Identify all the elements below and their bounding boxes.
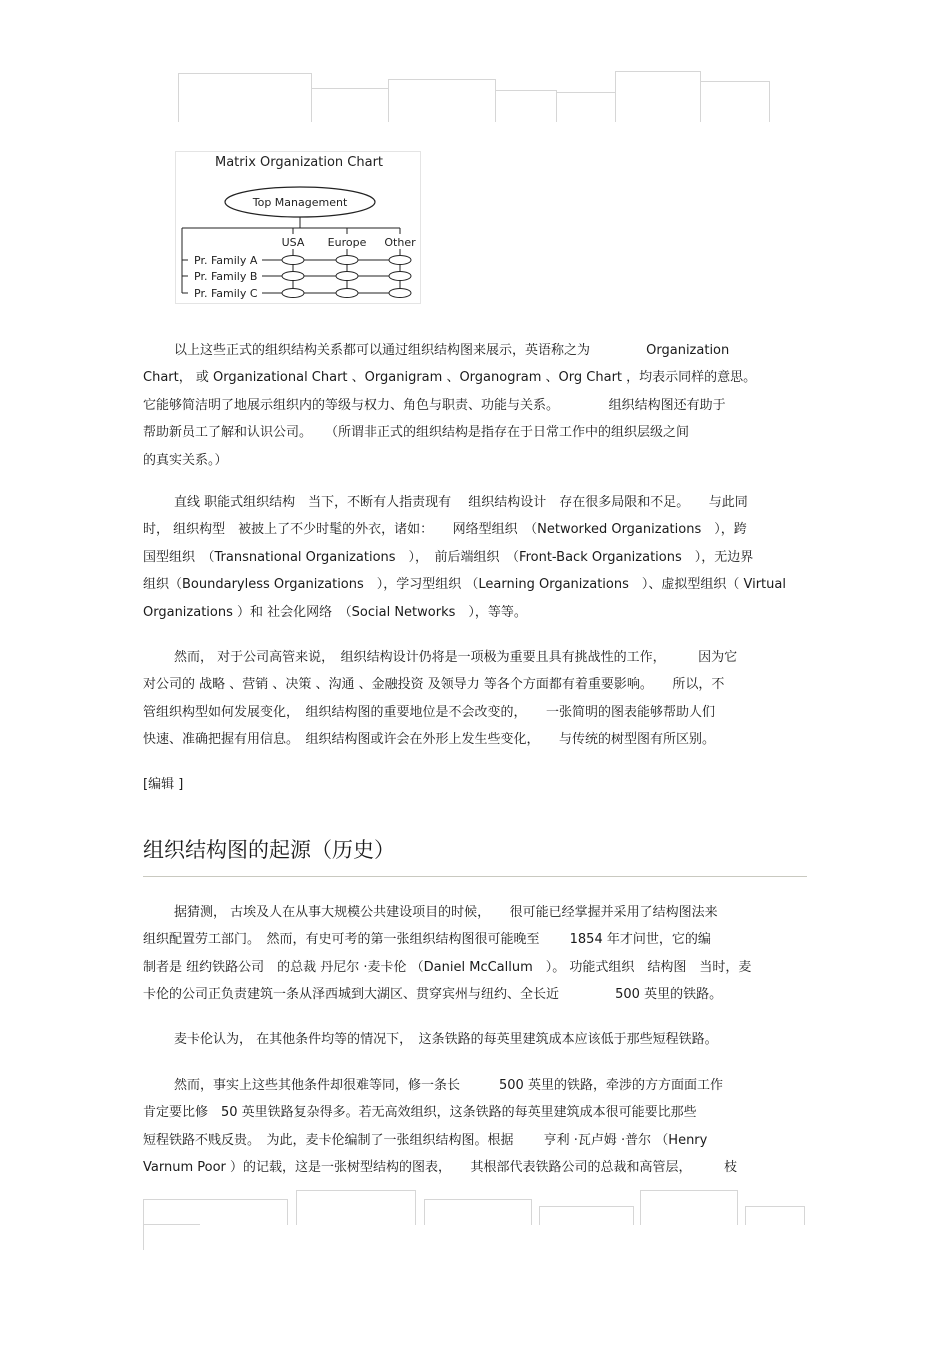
paragraph-line: 帮助新员工了解和认识公司。 （所谓非正式的组织结构是指存在于日常工作中的组织层级之间 xyxy=(143,425,690,441)
paragraph-line: 然而， 对于公司高管来说， 组织结构设计仍将是一项极为重要且具有挑战性的工作， 因为它 xyxy=(174,650,738,665)
paragraph-line: 组织（Boundaryless Organizations ），学习型组织 （Learning Organizations ）、虚拟型组织（ Virtual xyxy=(143,577,786,593)
matrix-node xyxy=(389,272,411,281)
row-label-family-c: Pr. Family C xyxy=(194,287,258,300)
decorative-frame-top-6 xyxy=(615,71,701,122)
row-label-family-b: Pr. Family B xyxy=(194,270,258,283)
railroad-paragraph xyxy=(143,1072,805,1182)
decorative-frame-top-2 xyxy=(311,88,389,122)
column-label-europe: Europe xyxy=(327,236,367,249)
decorative-frame-bottom-2 xyxy=(143,1224,200,1250)
section-divider xyxy=(143,876,807,877)
paragraph-line: 时， 组织构型 被披上了不少时髦的外衣，诸如： 网络型组织 （Networked Organizations ），跨 xyxy=(143,522,747,538)
matrix-node xyxy=(336,272,358,281)
matrix-node xyxy=(389,289,411,298)
paragraph-line: 然而，事实上这些其他条件却很难等同，修一条长 500 英里的铁路，牵涉的方方面面工作 xyxy=(174,1078,723,1093)
matrix-node xyxy=(336,256,358,265)
paragraph-line: 麦卡伦认为， 在其他条件均等的情况下， 这条铁路的每英里建筑成本应该低于那些短程铁路。 xyxy=(174,1032,718,1047)
paragraph-line: 管组织构型如何发展变化， 组织结构图的重要地位是不会改变的， 一张简明的图表能够帮助人们 xyxy=(143,704,716,720)
decorative-frame-bottom-6 xyxy=(640,1190,738,1225)
paragraph-line: Organizations ）和 社会化网络 （Social Networks ），等等。 xyxy=(143,604,527,620)
paragraph-line: 据猜测， 古埃及人在从事大规模公共建设项目的时候， 很可能已经掌握并采用了结构图法来 xyxy=(174,905,718,920)
paragraph-line: Varnum Poor ）的记载，这是一张树型结构的图表， 其根部代表铁路公司的总裁和高管层， 枝 xyxy=(143,1160,738,1176)
history-paragraph xyxy=(143,899,805,1009)
decorative-frame-bottom-7 xyxy=(745,1206,805,1225)
matrix-node xyxy=(282,272,304,281)
paragraph-line: 对公司的 战略 、营销 、决策 、沟通 、金融投资 及领导力 等各个方面都有着重要影响。 所以，不 xyxy=(143,677,725,693)
decorative-frame-top-7 xyxy=(700,81,770,122)
matrix-node xyxy=(282,289,304,298)
paragraph-line: 短程铁路不贱反贵。 为此，麦卡伦编制了一张组织结构图。根据 亨利 ·瓦卢姆 ·普尔 （Henry xyxy=(143,1132,708,1148)
matrix-node xyxy=(282,256,304,265)
organization-types-paragraph xyxy=(143,489,805,626)
paragraph-line: 国型组织 （Transnational Organizations ）， 前后端组织 （Front-Back Organizations ），无边界 xyxy=(143,549,754,565)
top-management-label: Top Management xyxy=(252,196,348,209)
paragraph-line: 肯定要比修 50 英里铁路复杂得多。若无高效组织，这条铁路的每英里建筑成本很可能要比那些 xyxy=(143,1105,697,1121)
paragraph-line: 的真实关系。） xyxy=(143,452,228,468)
intro-paragraph xyxy=(143,337,805,474)
matrix-chart-svg xyxy=(176,152,420,303)
decorative-frame-bottom-1 xyxy=(143,1199,288,1225)
section-title: 组织结构图的起源（历史） xyxy=(143,838,395,862)
edit-link[interactable]: [编辑 ] xyxy=(143,777,184,792)
row-label-family-a: Pr. Family A xyxy=(194,254,258,267)
paragraph-line: 它能够简洁明了地展示组织内的等级与权力、角色与职责、功能与关系。 组织结构图还有助于 xyxy=(143,397,726,413)
figure-title: Matrix Organization Chart xyxy=(214,155,384,170)
decorative-frame-bottom-5 xyxy=(539,1206,634,1225)
decorative-frame-bottom-4 xyxy=(424,1199,532,1225)
paragraph-line: 组织配置劳工部门。 然而，有史可考的第一张组织结构图很可能晚至 1854 年才问世，它的编 xyxy=(143,932,711,948)
column-label-usa: USA xyxy=(281,236,305,249)
paragraph-line: 直线 职能式组织结构 当下，不断有人指责现有 组织结构设计 存在很多局限和不足。 与此同 xyxy=(174,495,748,510)
matrix-nodes xyxy=(282,256,411,298)
matrix-node xyxy=(336,289,358,298)
decorative-frame-top-3 xyxy=(388,79,496,122)
importance-paragraph xyxy=(143,644,805,754)
column-label-other: Other xyxy=(384,236,416,249)
paragraph-line: 卡伦的公司正负责建筑一条从泽西城到大湖区、贯穿宾州与纽约、全长近 500 英里的铁路。 xyxy=(143,987,723,1003)
mccallum-view-paragraph xyxy=(143,1026,805,1053)
decorative-frame-top-1 xyxy=(178,73,312,122)
matrix-organization-chart-figure xyxy=(175,151,421,304)
paragraph-line: 制者是 纽约铁路公司 的总裁 丹尼尔 ·麦卡伦 （Daniel McCallum ）。 功能式组织 结构图 当时，麦 xyxy=(143,959,752,975)
decorative-frame-top-5 xyxy=(556,92,616,122)
matrix-node xyxy=(389,256,411,265)
paragraph-line: 快速、准确把握有用信息。 组织结构图或许会在外形上发生些变化， 与传统的树型图有所区别。 xyxy=(143,732,716,748)
decorative-frame-top-4 xyxy=(495,90,557,122)
paragraph-line: Chart， 或 Organizational Chart 、Organigram 、Organogram 、Org Chart ，均表示同样的意思。 xyxy=(143,370,757,386)
paragraph-line: 以上这些正式的组织结构关系都可以通过组织结构图来展示，英语称之为 Organization xyxy=(174,343,730,358)
decorative-frame-bottom-3 xyxy=(296,1190,416,1225)
